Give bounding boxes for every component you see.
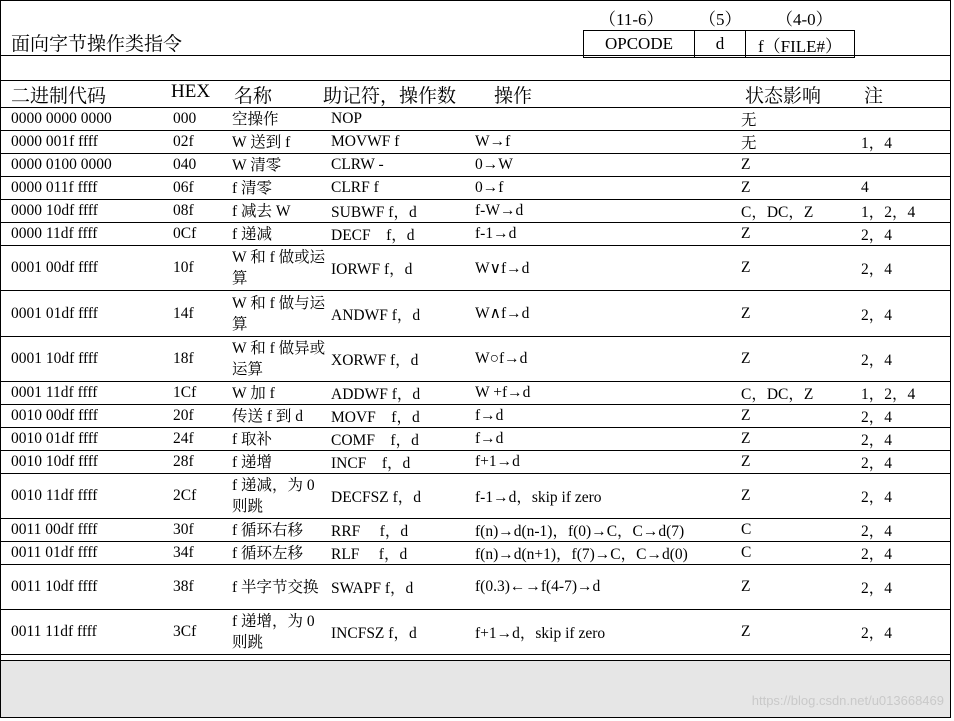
bit-label-d: （5） [699, 10, 742, 29]
cell-name: f 递增，为 0 则跳 [232, 610, 331, 655]
table-row [1, 337, 951, 382]
instruction-table [1, 107, 951, 655]
cell-note: 2，4 [861, 291, 951, 337]
table-row [1, 131, 951, 154]
table-row [1, 154, 951, 177]
cell-name: W 和 f 做或运算 [232, 246, 331, 291]
cell-note [861, 154, 951, 177]
cell-note: 2，4 [861, 451, 951, 474]
cell-mnem: ANDWF f，d [331, 291, 475, 337]
cell-status: Z [741, 337, 861, 382]
cell-op: W∧f→d [475, 291, 741, 337]
cell-hex: 040 [173, 154, 232, 177]
table-row [1, 200, 951, 223]
table-row [1, 451, 951, 474]
table-row [1, 405, 951, 428]
opcode-field: OPCODE [584, 31, 695, 57]
table-row [1, 565, 951, 610]
cell-mnem: MOVF f，d [331, 405, 475, 428]
bit-label-opcode: （11-6） [599, 10, 664, 29]
cell-mnem: ADDWF f，d [331, 382, 475, 405]
cell-mnem: DECF f，d [331, 223, 475, 246]
cell-status: Z [741, 474, 861, 519]
cell-name: f 减去 W [232, 200, 331, 223]
cell-bin: 0010 01df ffff [1, 428, 173, 451]
header-divider [1, 55, 951, 56]
cell-status: Z [741, 177, 861, 200]
cell-name: f 递减，为 0 则跳 [232, 474, 331, 519]
cell-status: Z [741, 405, 861, 428]
cell-mnem: SWAPF f，d [331, 565, 475, 610]
cell-mnem: MOVWF f [331, 131, 475, 154]
cell-name: 空操作 [232, 108, 331, 131]
cell-op: f(n)→d(n-1)，f(0)→C，C→d(7) [475, 519, 741, 542]
cell-name: f 循环左移 [232, 542, 331, 565]
cell-hex: 38f [173, 565, 232, 610]
cell-note: 1，4 [861, 131, 951, 154]
cell-bin: 0001 11df ffff [1, 382, 173, 405]
cell-hex: 1Cf [173, 382, 232, 405]
cell-bin: 0011 00df ffff [1, 519, 173, 542]
cell-name: 传送 f 到 d [232, 405, 331, 428]
cell-op: W∨f→d [475, 246, 741, 291]
cell-hex: 2Cf [173, 474, 232, 519]
table-row [1, 108, 951, 131]
cell-name: W 清零 [232, 154, 331, 177]
cell-mnem: DECFSZ f，d [331, 474, 475, 519]
cell-hex: 30f [173, 519, 232, 542]
col-header-hex: HEX [171, 81, 211, 102]
col-header-operation: 操作 [494, 86, 533, 107]
table-row [1, 542, 951, 565]
cell-bin: 0000 011f ffff [1, 177, 173, 200]
cell-note: 2，4 [861, 405, 951, 428]
cell-note [861, 108, 951, 131]
cell-op: f→d [475, 405, 741, 428]
cell-op: f+1→d，skip if zero [475, 610, 741, 655]
cell-note: 2，4 [861, 337, 951, 382]
cell-name: f 半字节交换 [232, 565, 331, 610]
table-row [1, 246, 951, 291]
cell-op: W +f→d [475, 382, 741, 405]
cell-name: f 递减 [232, 223, 331, 246]
cell-op: f-1→d [475, 223, 741, 246]
cell-op: f-W→d [475, 200, 741, 223]
cell-op: f+1→d [475, 451, 741, 474]
cell-bin: 0011 10df ffff [1, 565, 173, 610]
table-row [1, 428, 951, 451]
cell-status: C [741, 542, 861, 565]
bit-label-f: （4-0） [776, 10, 833, 29]
cell-mnem: INCF f，d [331, 451, 475, 474]
cell-status: Z [741, 610, 861, 655]
cell-hex: 18f [173, 337, 232, 382]
cell-bin: 0000 0000 0000 [1, 108, 173, 131]
cell-hex: 24f [173, 428, 232, 451]
cell-op: W○f→d [475, 337, 741, 382]
cell-op: 0→W [475, 154, 741, 177]
cell-bin: 0000 001f ffff [1, 131, 173, 154]
table-row [1, 291, 951, 337]
cell-op [475, 108, 741, 131]
cell-bin: 0001 01df ffff [1, 291, 173, 337]
cell-note: 2，4 [861, 474, 951, 519]
cell-name: W 和 f 做与运算 [232, 291, 331, 337]
cell-status: Z [741, 223, 861, 246]
cell-op: W→f [475, 131, 741, 154]
cell-name: W 和 f 做异或运算 [232, 337, 331, 382]
cell-status: Z [741, 565, 861, 610]
cell-hex: 06f [173, 177, 232, 200]
cell-bin: 0001 10df ffff [1, 337, 173, 382]
table-row [1, 610, 951, 655]
cell-hex: 28f [173, 451, 232, 474]
cell-bin: 0000 11df ffff [1, 223, 173, 246]
cell-op: f-1→d，skip if zero [475, 474, 741, 519]
cell-status: C [741, 519, 861, 542]
cell-name: f 递增 [232, 451, 331, 474]
col-header-status: 状态影响 [745, 86, 822, 107]
cell-name: W 加 f [232, 382, 331, 405]
cell-status: 无 [741, 131, 861, 154]
cell-note: 2，4 [861, 223, 951, 246]
cell-status: Z [741, 451, 861, 474]
d-field: d [695, 31, 746, 57]
table-row [1, 223, 951, 246]
column-header-row [1, 81, 951, 107]
cell-hex: 3Cf [173, 610, 232, 655]
cell-note: 1，2，4 [861, 200, 951, 223]
cell-status: 无 [741, 108, 861, 131]
cell-op: f→d [475, 428, 741, 451]
cell-bin: 0011 01df ffff [1, 542, 173, 565]
table-row [1, 519, 951, 542]
col-header-mnemonic: 助记符，操作数 [323, 86, 457, 107]
cell-bin: 0000 0100 0000 [1, 154, 173, 177]
cell-hex: 08f [173, 200, 232, 223]
cell-mnem: COMF f，d [331, 428, 475, 451]
col-header-note: 注 [864, 86, 884, 107]
cell-hex: 000 [173, 108, 232, 131]
cell-status: Z [741, 291, 861, 337]
cell-op: f(0.3)←→f(4-7)→d [475, 565, 741, 610]
cell-mnem: NOP [331, 108, 475, 131]
cell-op: f(n)→d(n+1)，f(7)→C，C→d(0) [475, 542, 741, 565]
cell-mnem: RRF f，d [331, 519, 475, 542]
cell-mnem: INCFSZ f，d [331, 610, 475, 655]
col-header-binary: 二进制代码 [11, 86, 107, 107]
watermark: https://blog.csdn.net/u013668469 [751, 693, 944, 708]
cell-note: 2，4 [861, 519, 951, 542]
cell-name: W 送到 f [232, 131, 331, 154]
cell-bin: 0010 11df ffff [1, 474, 173, 519]
cell-status: C，DC，Z [741, 382, 861, 405]
cell-note: 2，4 [861, 428, 951, 451]
cell-note: 2，4 [861, 246, 951, 291]
table-row [1, 382, 951, 405]
cell-status: Z [741, 246, 861, 291]
cell-note: 4 [861, 177, 951, 200]
cell-hex: 10f [173, 246, 232, 291]
cell-mnem: CLRW - [331, 154, 475, 177]
cell-mnem: CLRF f [331, 177, 475, 200]
table-row [1, 474, 951, 519]
cell-note: 2，4 [861, 565, 951, 610]
cell-bin: 0010 00df ffff [1, 405, 173, 428]
cell-note: 2，4 [861, 610, 951, 655]
page-title: 面向字节操作类指令 [11, 34, 183, 55]
cell-bin: 0010 10df ffff [1, 451, 173, 474]
cell-bin: 0011 11df ffff [1, 610, 173, 655]
cell-bin: 0001 00df ffff [1, 246, 173, 291]
table-row [1, 177, 951, 200]
footer-area [1, 660, 951, 718]
cell-hex: 34f [173, 542, 232, 565]
cell-bin: 0000 10df ffff [1, 200, 173, 223]
cell-note: 2，4 [861, 542, 951, 565]
cell-name: f 取补 [232, 428, 331, 451]
cell-status: Z [741, 428, 861, 451]
cell-status: C，DC，Z [741, 200, 861, 223]
cell-mnem: RLF f，d [331, 542, 475, 565]
cell-hex: 02f [173, 131, 232, 154]
file-field: f（FILE#） [757, 36, 843, 56]
opcode-bit-labels [1, 5, 951, 29]
cell-hex: 0Cf [173, 223, 232, 246]
opcode-format-box [583, 30, 855, 58]
cell-name: f 循环右移 [232, 519, 331, 542]
cell-hex: 20f [173, 405, 232, 428]
cell-name: f 清零 [232, 177, 331, 200]
cell-note: 1，2，4 [861, 382, 951, 405]
cell-mnem: XORWF f，d [331, 337, 475, 382]
cell-mnem: SUBWF f，d [331, 200, 475, 223]
cell-op: 0→f [475, 177, 741, 200]
cell-hex: 14f [173, 291, 232, 337]
col-header-name: 名称 [234, 86, 273, 107]
cell-status: Z [741, 154, 861, 177]
cell-mnem: IORWF f，d [331, 246, 475, 291]
